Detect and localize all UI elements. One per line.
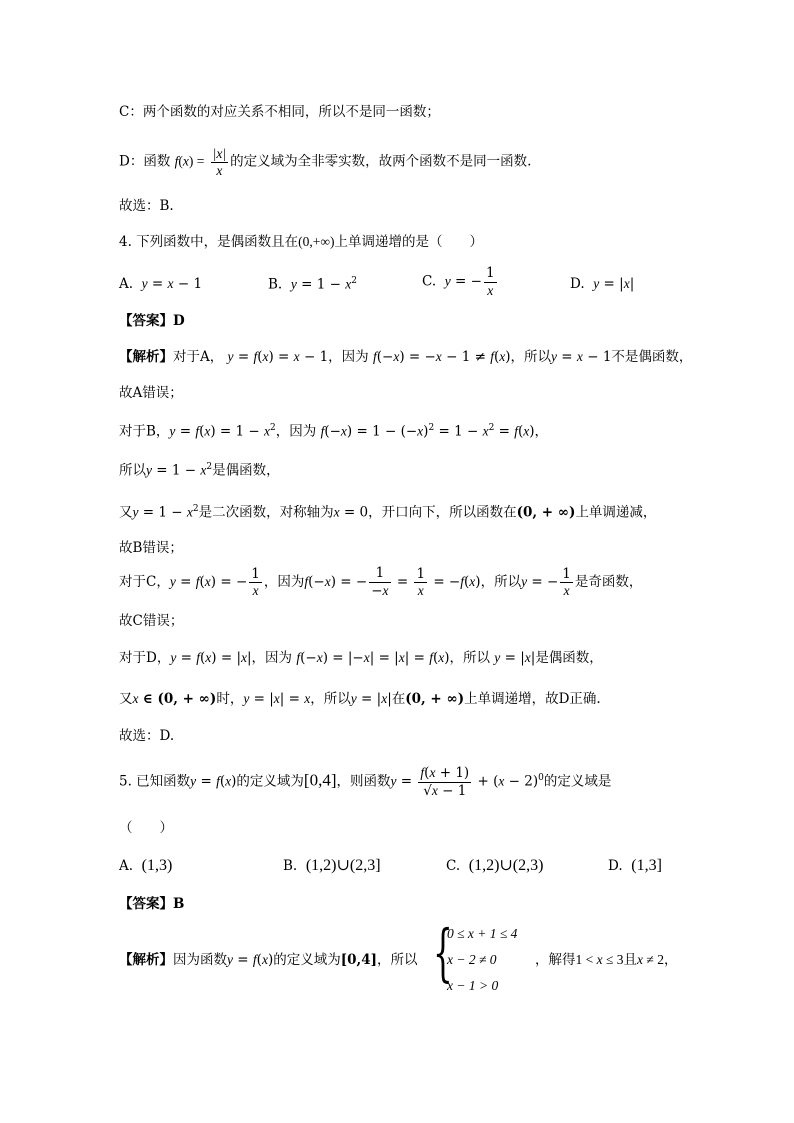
analysis-b4: 故B错误；: [119, 540, 183, 556]
inequality-system: { 0 ≤ x + 1 ≤ 4 x − 2 ≠ 0 x − 1 > 0: [433, 916, 518, 993]
question-5: 5. 已知函数y = f(x)的定义域为[0,4]，则函数y = $\frac{f(x + 1)}{√x - 1}$ + $(x - 2)^0$的定义域是: [119, 765, 612, 799]
q4-post: 上单调递增的是（ ）: [334, 234, 484, 250]
formula: f: [174, 153, 179, 169]
q4-text: 4. 下列函数中，是偶函数且在: [119, 234, 299, 250]
analysis-a: 【解析】对于A， y = f(x) = x − 1，因为 f(−x) = −x − 1 ≠ f(x)，所以y = x − 1不是偶函数，: [119, 349, 693, 365]
q5-option-c: C. (1,2)∪(2,3): [446, 857, 544, 874]
answer-5: 【答案】B: [119, 896, 185, 912]
analysis-d1: 对于D，y = f(x) = |x|，因为 f(−x) = |−x| = |x| = f(x)，所以 y = |x|是偶函数，: [119, 650, 603, 666]
q4-option-d: D. y = |x|: [570, 276, 635, 292]
analysis-c1: 对于C，y = f(x) = − $\frac{1}{x}$ ，因为f(−x) = − $\frac{1}{-x}$ = $\frac{1}{x}$ = −f(x)，所以y = − $\frac{1}{x}$ 是奇函数，: [119, 565, 643, 599]
analysis-q5: 【解析】因为函数y = f(x)的定义域为[0,4]，所以: [119, 952, 418, 968]
q4-interval: (0,+∞): [298, 234, 335, 249]
fraction: $\frac{|x|}{x}$: [212, 146, 227, 178]
analysis-c2: 故C错误；: [119, 613, 184, 629]
text-line-d: D：函数 f(x) = $\frac{|x|}{x}$ 的定义域为全非零实数，故两个函数不是同一函数.: [119, 146, 532, 178]
text-line-c: C：两个函数的对应关系不相同，所以不是同一函数；: [119, 104, 440, 120]
choose-b: 故选：B.: [119, 198, 174, 214]
q4-option-c: C. y = − $\frac{1}{x}$: [422, 265, 495, 298]
q5-option-a: A. (1,3): [119, 857, 173, 874]
q5-option-b: B. (1,2)∪(2,3]: [283, 857, 381, 874]
analysis-b3: 又$y = 1 - x^2$是二次函数，对称轴为x = 0，开口向下，所以函数在(0, + ∞)上单调递减，: [119, 504, 657, 521]
choose-d: 故选：D.: [119, 728, 175, 744]
q4-option-a: A. y = x − 1: [119, 276, 203, 292]
d-pre: D：函数: [119, 153, 171, 170]
q5-paren: （ ）: [119, 820, 173, 836]
analysis-b1: 对于B，$y = f(x) = 1 - x^2$，因为 $f(-x) = 1 - (-x)^2 = 1 - x^2 = f(x)$，: [119, 423, 549, 440]
q4-option-b: B. $y = 1 - x^2$: [268, 276, 357, 293]
answer-4: 【答案】D: [119, 313, 185, 329]
analysis-q5-tail: ，解得1 < x ≤ 3且x ≠ 2，: [535, 952, 678, 968]
q5-option-d: D. (1,3]: [608, 857, 662, 874]
d-post: 的定义域为全非零实数，故两个函数不是同一函数.: [230, 153, 532, 170]
question-4: [119, 235, 483, 250]
analysis-d2: 又x ∈ (0, + ∞)时，y = |x| = x，所以y = |x|在(0, + ∞)上单调递增，故D正确.: [119, 691, 601, 707]
analysis-b2: 所以$y = 1 - x^2$是偶函数，: [119, 462, 280, 479]
analysis-a2: 故A错误；: [119, 385, 183, 401]
